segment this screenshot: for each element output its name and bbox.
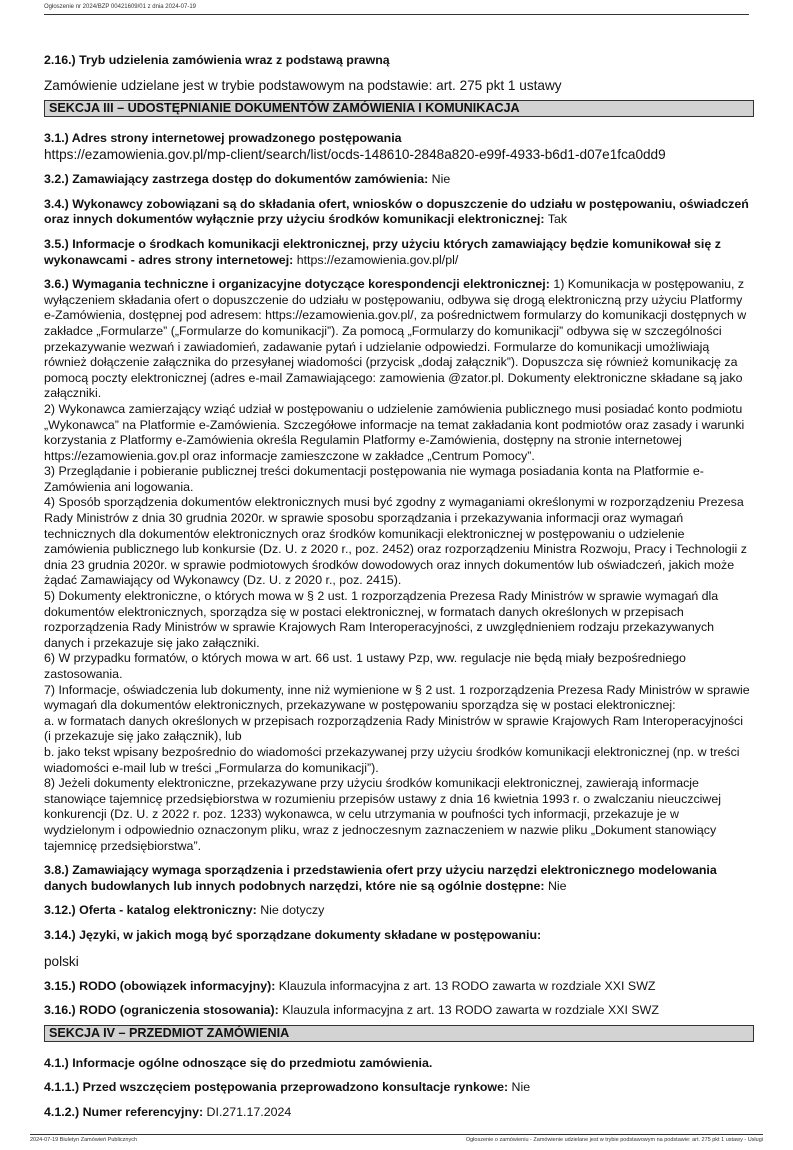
s36-para: a. w formatach danych określonych w przepisach rozporządzenia Rady Ministrów w sprawie Krajowych Ram Interoperacyjności (i przekazuje się jako załącznik), lub [44,713,743,744]
s36-para: 5) Dokumenty elektroniczne, o których mowa w § 2 ust. 1 rozporządzenia Prezesa Rady Ministrów w sprawie wymagań dla dokumentów elektronicznych, sporządza się w postaci elektronicznej, w formatach danych określonych w przepisach rozporządzenia Rady Ministrów w sprawie Krajowych Ram Interoperacyjności, z uwzględnieniem rodzaju przekazywanych danych i przekazuje się jako załączniki. [44,589,719,650]
s36-para: 7) Informacje, oświadczenia lub dokumenty, inne niż wymienione w § 2 ust. 1 rozporządzenia Prezesa Rady Ministrów w sprawie wymagań dla dokumentów elektronicznych, przekazywane w postępowaniu sporządza się w postaci elektronicznej: [44,682,750,713]
s411-label: 4.1.1.) Przed wszczęciem postępowania przeprowadzono konsultacje rynkowe: [44,1080,509,1095]
s41-label: 4.1.) Informacje ogólne odnoszące się do przedmiotu zamówienia. [44,1055,433,1070]
s36 [44,277,752,854]
s216-text: Zamówienie udzielane jest w trybie podstawowym na podstawie: art. 275 pkt 1 ustawy [44,77,562,93]
s34 [44,197,752,228]
s315-label: 3.15.) RODO (obowiązek informacyjny): [44,978,276,993]
s36-label: 3.6.) Wymagania techniczne i organizacyjne dotyczące korespondencji elektronicznej: [44,277,550,292]
page-header: Ogłoszenie nr 2024/BZP 00421609/01 z dnia 2024-07-19 [44,4,197,10]
s412 [44,1105,752,1121]
s36-para: 8) Jeżeli dokumenty elektroniczne, przekazywane przy użyciu środków komunikacji elektronicznej, zawierają informacje stanowiące tajemnicę przedsiębiorstwa w rozumieniu przepisów ustawy z dnia 16 kwietnia 1993 r. o zwalczaniu nieuczciwej konkurencji (Dz. U. z 2022 r. poz. 1233) wykonawca, w celu utrzymania w poufności tych informacji, przekazuje je w wydzielonym i odpowiednio oznaczonym pliku, wraz z jednoczesnym zaznaczeniem w nazwie pliku „Dokument stanowiący tajemnicę przedsiębiorstwa”. [44,776,721,853]
s411 [44,1080,752,1096]
s412-value: DI.271.17.2024 [206,1104,292,1119]
s412-label: 4.1.2.) Numer referencyjny: [44,1104,204,1119]
s312-value: Nie dotyczy [260,903,325,918]
s315 [44,979,752,995]
document-content [0,15,793,1120]
s38-label: 3.8.) Zamawiający wymaga sporządzenia i przedstawienia ofert przy użyciu narzędzi elektronicznego modelowania danych budowlanych lub innych podobnych narzędzi, które nie są ogólnie dostępne: [44,863,717,893]
s315-value: Klauzula informacyjna z art. 13 RODO zawarta w rozdziale XXI SWZ [278,978,656,993]
s36-para: 1) Komunikacja w postępowaniu, z wyłączeniem składania ofert o dopuszczenie do udziału w postępowaniu, odbywa się drogą elektroniczną przy użyciu Platformy e-Zamówienia, dostępnej pod adresem: https://ezamowienia.gov.pl/, za pośrednictwem formularzy do komunikacji dostępnych w zakładce „Formularze” („Formularze do komunikacji”). Za pomocą „Formularzy do komunikacji” odbywa się w szczególności przekazywanie wezwań i zawiadomień, zadawanie pytań i udzielanie odpowiedzi. Formularze do komunikacji umożliwiają również dołączenie załącznika do przesyłanej wiadomości (przycisk „dodaj załącznik”). Dopuszcza się również komunikację za pomocą poczty elektronicznej (adres e-mail Zamawiającego: zamowienia @zator.pl. Dokumenty elektroniczne składane są jako załączniki. [44,277,747,401]
s316 [44,1003,752,1019]
s32-label: 3.2.) Zamawiający zastrzega dostęp do dokumentów zamówienia: [44,172,429,187]
section-iv-header: SEKCJA IV – PRZEDMIOT ZAMÓWIENIA [44,1025,754,1042]
s31-label: 3.1.) Adres strony internetowej prowadzonego postępowania [44,130,402,145]
s31-url: https://ezamowienia.gov.pl/mp-client/search/list/ocds-148610-2848a820-e99f-4933-b6d1-d07e1fca0dd9 [44,147,666,163]
s31 [44,131,752,164]
s36-para: 4) Sposób sporządzenia dokumentów elektronicznych musi być zgodny z wymaganiami określonymi w rozporządzeniu Prezesa Rady Ministrów z dnia 30 grudnia 2020r. w sprawie sposobu sporządzania i przekazywania informacji oraz wymagań technicznych dla dokumentów elektronicznych oraz środków komunikacji elektronicznej w postępowaniu o udzielenie zamówienia publicznego lub konkursie (Dz. U. z 2020 r., poz. 2452) oraz rozporządzeniu Ministra Rozwoju, Pracy i Technologii z dnia 23 grudnia 2020r. w sprawie podmiotowych środków dowodowych oraz innych dokumentów lub oświadczeń, jakich może żądać Zamawiający od Wykonawcy (Dz. U. z 2020 r., poz. 2415). [44,495,747,588]
s312 [44,903,752,919]
s316-label: 3.16.) RODO (ograniczenia stosowania): [44,1003,279,1018]
s36-para: 2) Wykonawca zamierzający wziąć udział w postępowaniu o udzielenie zamówienia publicznego musi posiadać konto podmiotu „Wykonawca” na Platformie e-Zamówienia. Szczegółowe informacje na temat zakładania kont podmiotów oraz zasady i warunki korzystania z Platformy e-Zamówienia określa Regulamin Platformy e-Zamówienia, dostępny na stronie internetowej https://ezamowienia.gov.pl oraz informacje zamieszczone w zakładce „Centrum Pomocy”. [44,401,745,463]
s35-value: https://ezamowienia.gov.pl/pl/ [296,252,459,267]
s32-value: Nie [431,172,451,187]
s316-value: Klauzula informacyjna z art. 13 RODO zawarta w rozdziale XXI SWZ [282,1003,659,1018]
s314-label: 3.14.) Języki, w jakich mogą być sporządzane dokumenty składane w postępowaniu: [44,927,542,942]
s411-value: Nie [511,1080,531,1095]
s36-para: 3) Przeglądanie i pobieranie publicznej treści dokumentacji postępowania nie wymaga posiadania konta na Platformie e-Zamówienia ani logowania. [44,464,704,494]
section-iii-header: SEKCJA III – UDOSTĘPNIANIE DOKUMENTÓW ZAMÓWIENIA I KOMUNIKACJA [44,100,754,117]
s35-label: 3.5.) Informacje o środkach komunikacji elektronicznej, przy użyciu których zamawiający będzie komunikował się z wykonawcami - adres strony internetowej: [44,236,721,267]
s216-label: 2.16.) Tryb udzielenia zamówienia wraz z podstawą prawną [44,53,390,67]
s36-para: 6) W przypadku formatów, o których mowa w art. 66 ust. 1 ustawy Pzp, ww. regulacje nie będą miały bezpośredniego zastosowania. [44,651,686,681]
s38-value: Nie [547,878,567,893]
s312-label: 3.12.) Oferta - katalog elektroniczny: [44,903,257,918]
footer-left: 2024-07-19 Biuletyn Zamówień Publicznych [30,1137,138,1144]
s36-para: b. jako tekst wpisany bezpośrednio do wiadomości przekazywanej przy użyciu środków komunikacji elektronicznej (np. w treści wiadomości e-mail lub w treści „Formularza do komunikacji”). [44,744,740,775]
s35 [44,237,752,268]
s38 [44,863,752,894]
footer-right: Ogłoszenie o zamówieniu - Zamówienie udzielane jest w trybie podstawowym na podstawie: art. 275 pkt 1 ustawy - Usługi [465,1137,763,1144]
page-footer [30,1134,763,1144]
s314-value: polski [44,953,79,969]
s32 [44,172,752,188]
s34-label: 3.4.) Wykonawcy zobowiązani są do składania ofert, wniosków o dopuszczenie do udziału w postępowaniu, oświadczeń oraz innych dokumentów wyłącznie przy użyciu środków komunikacji elektronicznej: [44,196,749,227]
s34-value: Tak [547,212,568,227]
